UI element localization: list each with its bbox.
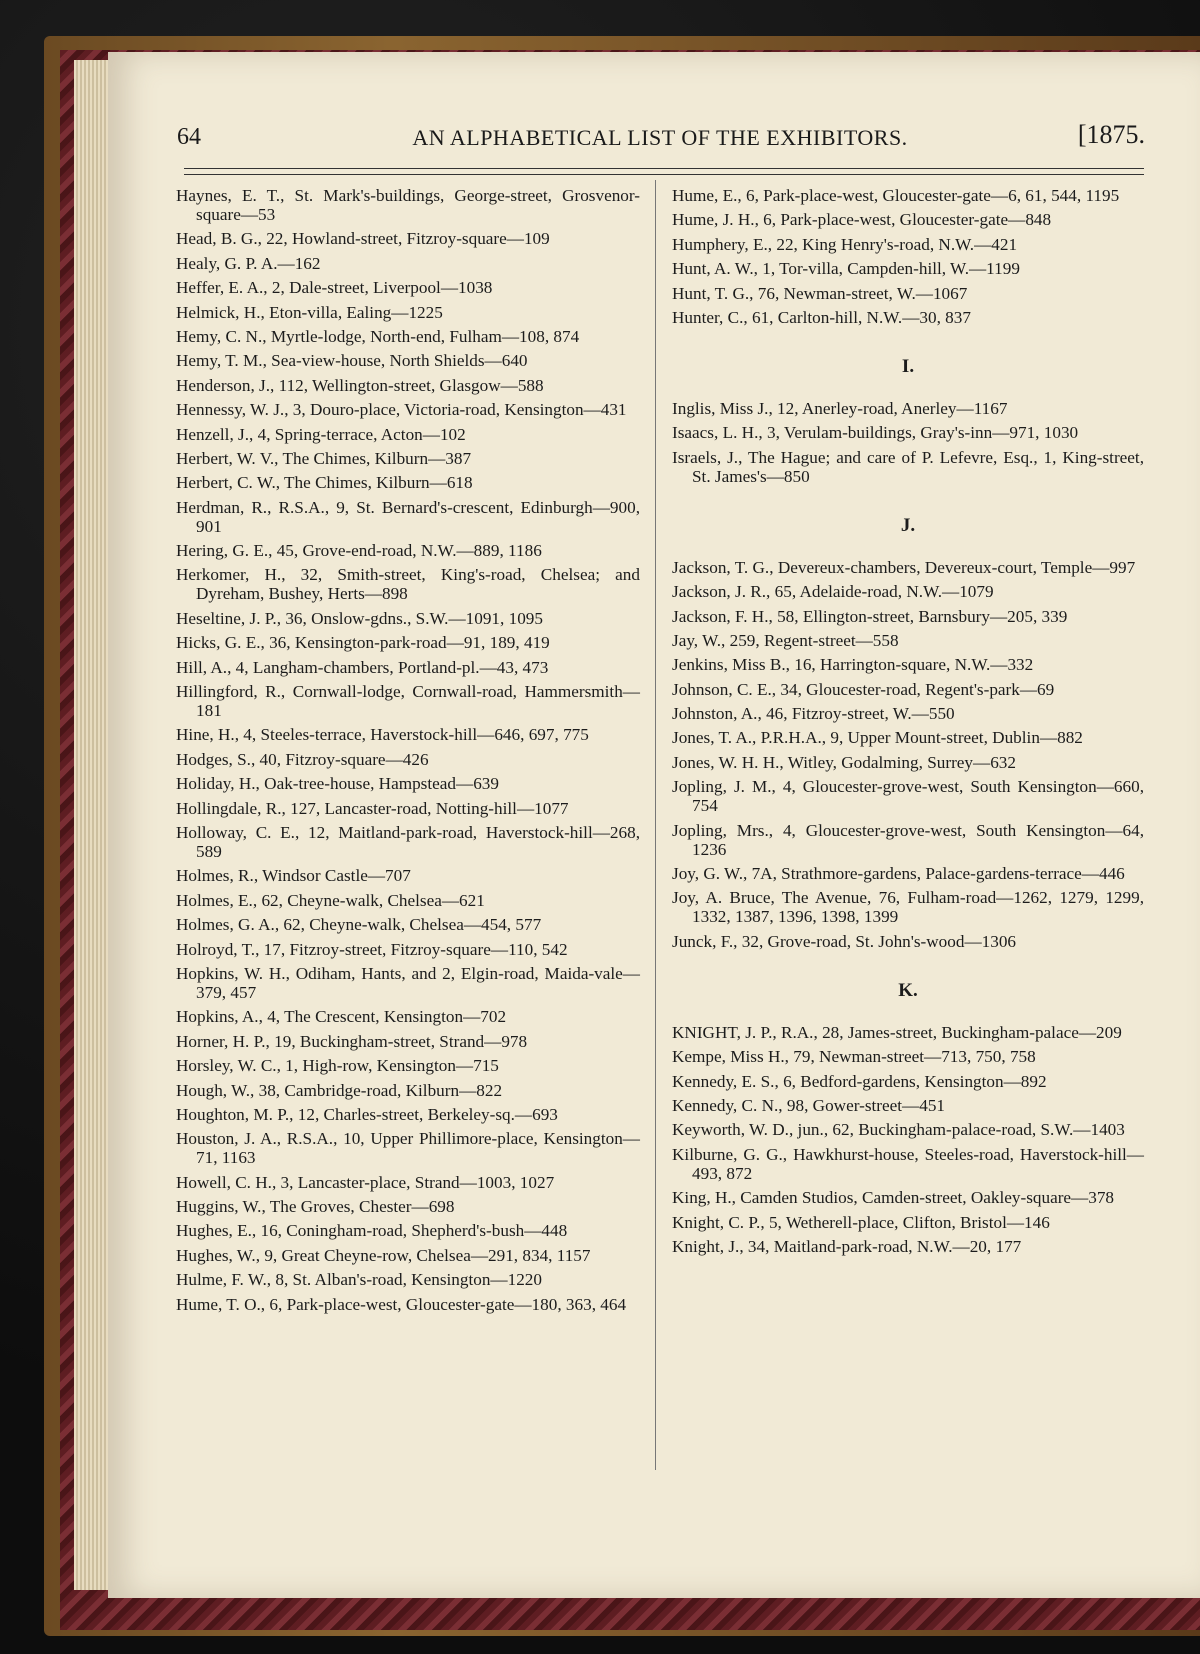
entry: KNIGHT, J. P., R.A., 28, James-street, Buckingham-palace—209 — [672, 1022, 1122, 1042]
entry: Houghton, M. P., 12, Charles-street, Berkeley-sq.—693 — [176, 1104, 558, 1124]
entry: Holmes, G. A., 62, Cheyne-walk, Chelsea—454, 577 — [176, 915, 542, 935]
entry: Inglis, Miss J., 12, Anerley-road, Anerley—1167 — [672, 398, 1008, 418]
entry: Jackson, F. H., 58, Ellington-street, Barnsbury—205, 339 — [672, 606, 1068, 626]
entry: Hunter, C., 61, Carlton-hill, N.W.—30, 837 — [672, 307, 971, 327]
entry: Hill, A., 4, Langham-chambers, Portland-pl.—43, 473 — [176, 657, 549, 677]
entry: Henderson, J., 112, Wellington-street, Glasgow—588 — [176, 375, 544, 395]
entry: Johnston, A., 46, Fitzroy-street, W.—550 — [672, 704, 955, 724]
entry: Hume, E., 6, Park-place-west, Gloucester-gate—6, 61, 544, 1195 — [672, 186, 1120, 205]
entry: Jones, T. A., P.R.H.A., 9, Upper Mount-street, Dublin—882 — [672, 728, 1083, 748]
left-column — [176, 186, 640, 1319]
header-rule — [184, 168, 1144, 175]
entry: Hughes, W., 9, Great Cheyne-row, Chelsea—291, 834, 1157 — [176, 1245, 591, 1265]
entry: Horsley, W. C., 1, High-row, Kensington—715 — [176, 1056, 499, 1076]
entry: Jay, W., 259, Regent-street—558 — [672, 630, 899, 650]
entry: Henzell, J., 4, Spring-terrace, Acton—102 — [176, 424, 466, 444]
entry: Jackson, J. R., 65, Adelaide-road, N.W.—1079 — [672, 582, 994, 602]
entry: Holiday, H., Oak-tree-house, Hampstead—639 — [176, 774, 499, 794]
entry: Hollingdale, R., 127, Lancaster-road, Notting-hill—1077 — [176, 798, 569, 818]
entry: Head, B. G., 22, Howland-street, Fitzroy-square—109 — [176, 229, 550, 249]
entry: Kempe, Miss H., 79, Newman-street—713, 750, 758 — [672, 1047, 1036, 1067]
entry: Johnson, C. E., 34, Gloucester-road, Regent's-park—69 — [672, 679, 1055, 699]
entry: Kilburne, G. G., Hawkhurst-house, Steeles-road, Haverstock-hill—493, 872 — [672, 1144, 1144, 1183]
entry: Heffer, E. A., 2, Dale-street, Liverpool—1038 — [176, 278, 493, 298]
entry: Holloway, C. E., 12, Maitland-park-road, Haverstock-hill—268, 589 — [176, 822, 640, 861]
entry: Hemy, T. M., Sea-view-house, North Shields—640 — [176, 351, 528, 371]
entry: Kennedy, C. N., 98, Gower-street—451 — [672, 1095, 946, 1115]
entry: Herkomer, H., 32, Smith-street, King's-road, Chelsea; and Dyreham, Bushey, Herts—898 — [176, 565, 640, 604]
entry: Hume, T. O., 6, Park-place-west, Gloucester-gate—180, 363, 464 — [176, 1294, 627, 1314]
entry: Hicks, G. E., 36, Kensington-park-road—91, 189, 419 — [176, 633, 550, 653]
entry: Holmes, E., 62, Cheyne-walk, Chelsea—621 — [176, 890, 485, 910]
entry: Junck, F., 32, Grove-road, St. John's-wood—1306 — [672, 931, 1017, 951]
entry: Heseltine, J. P., 36, Onslow-gdns., S.W.—1091, 1095 — [176, 608, 543, 628]
entry: Haynes, E. T., St. Mark's-buildings, George-street, Grosvenor-square—53 — [176, 186, 640, 224]
entry: Hodges, S., 40, Fitzroy-square—426 — [176, 749, 429, 769]
entry: Keyworth, W. D., jun., 62, Buckingham-palace-road, S.W.—1403 — [672, 1120, 1125, 1140]
entry: Huggins, W., The Groves, Chester—698 — [176, 1197, 455, 1217]
column-divider — [655, 180, 656, 1470]
entry: Holroyd, T., 17, Fitzroy-street, Fitzroy-square—110, 542 — [176, 939, 568, 959]
entry: Hume, J. H., 6, Park-place-west, Gloucester-gate—848 — [672, 210, 1052, 230]
entry: Jenkins, Miss B., 16, Harrington-square, N.W.—332 — [672, 655, 1034, 675]
entry: Helmick, H., Eton-villa, Ealing—1225 — [176, 302, 443, 322]
entry: Houston, J. A., R.S.A., 10, Upper Phillimore-place, Kensington—71, 1163 — [176, 1129, 640, 1168]
entry: Jopling, J. M., 4, Gloucester-grove-west, South Kensington—660, 754 — [672, 777, 1144, 816]
entry: Jones, W. H. H., Witley, Godalming, Surrey—632 — [672, 752, 1016, 772]
entry: Herdman, R., R.S.A., 9, St. Bernard's-crescent, Edinburgh—900, 901 — [176, 497, 640, 536]
right-column — [672, 186, 1144, 1261]
entry: Knight, C. P., 5, Wetherell-place, Clifton, Bristol—146 — [672, 1212, 1050, 1232]
entry: Kennedy, E. S., 6, Bedford-gardens, Kensington—892 — [672, 1071, 1047, 1091]
entry: Hemy, C. N., Myrtle-lodge, North-end, Fulham—108, 874 — [176, 326, 580, 346]
entry: Hering, G. E., 45, Grove-end-road, N.W.—889, 1186 — [176, 541, 542, 561]
entry: Herbert, C. W., The Chimes, Kilburn—618 — [176, 473, 473, 493]
entry: Hulme, F. W., 8, St. Alban's-road, Kensington—1220 — [176, 1270, 542, 1290]
entry: Hunt, A. W., 1, Tor-villa, Campden-hill, W.—1199 — [672, 259, 1020, 279]
page-year: [1875. — [1077, 120, 1145, 149]
entry: Healy, G. P. A.—162 — [176, 253, 321, 273]
entry: Knight, J., 34, Maitland-park-road, N.W.—20, 177 — [672, 1236, 1022, 1256]
section-letter-i: I. — [901, 355, 915, 377]
entry: Humphery, E., 22, King Henry's-road, N.W.—421 — [672, 234, 1018, 254]
entry: Joy, G. W., 7A, Strathmore-gardens, Palace-gardens-terrace—446 — [672, 864, 1125, 884]
entry: Hopkins, A., 4, The Crescent, Kensington—702 — [176, 1007, 507, 1027]
running-header — [175, 120, 1145, 160]
section-letter-k: K. — [898, 979, 918, 1001]
entry: Jopling, Mrs., 4, Gloucester-grove-west, South Kensington—64, 1236 — [672, 820, 1144, 859]
entry: Hopkins, W. H., Odiham, Hants, and 2, Elgin-road, Maida-vale—379, 457 — [176, 963, 640, 1002]
page-title: AN ALPHABETICAL LIST OF THE EXHIBITORS. — [412, 125, 908, 150]
entry: Joy, A. Bruce, The Avenue, 76, Fulham-road—1262, 1279, 1299, 1332, 1387, 1396, 1398, 1399 — [672, 888, 1144, 927]
entry: Holmes, R., Windsor Castle—707 — [176, 866, 411, 886]
entry: Hennessy, W. J., 3, Douro-place, Victoria-road, Kensington—431 — [176, 400, 627, 420]
entry: Isaacs, L. H., 3, Verulam-buildings, Gray's-inn—971, 1030 — [672, 423, 1079, 443]
entry: Israels, J., The Hague; and care of P. Lefevre, Esq., 1, King-street, St. James's—850 — [672, 447, 1144, 486]
entry: Jackson, T. G., Devereux-chambers, Devereux-court, Temple—997 — [672, 557, 1136, 577]
section-letter-j: J. — [900, 514, 916, 536]
entry: Howell, C. H., 3, Lancaster-place, Strand—1003, 1027 — [176, 1172, 555, 1192]
entry: Horner, H. P., 19, Buckingham-street, Strand—978 — [176, 1031, 528, 1051]
entry: Hunt, T. G., 76, Newman-street, W.—1067 — [672, 283, 968, 303]
entry: King, H., Camden Studios, Camden-street, Oakley-square—378 — [672, 1188, 1115, 1208]
entry: Hillingford, R., Cornwall-lodge, Cornwall-road, Hammersmith—181 — [176, 682, 640, 721]
entry: Hine, H., 4, Steeles-terrace, Haverstock-hill—646, 697, 775 — [176, 725, 589, 745]
entry: Hough, W., 38, Cambridge-road, Kilburn—822 — [176, 1080, 503, 1100]
page-number: 64 — [177, 124, 201, 150]
entry: Herbert, W. V., The Chimes, Kilburn—387 — [176, 448, 472, 468]
entry: Hughes, E., 16, Coningham-road, Shepherd's-bush—448 — [176, 1221, 568, 1241]
